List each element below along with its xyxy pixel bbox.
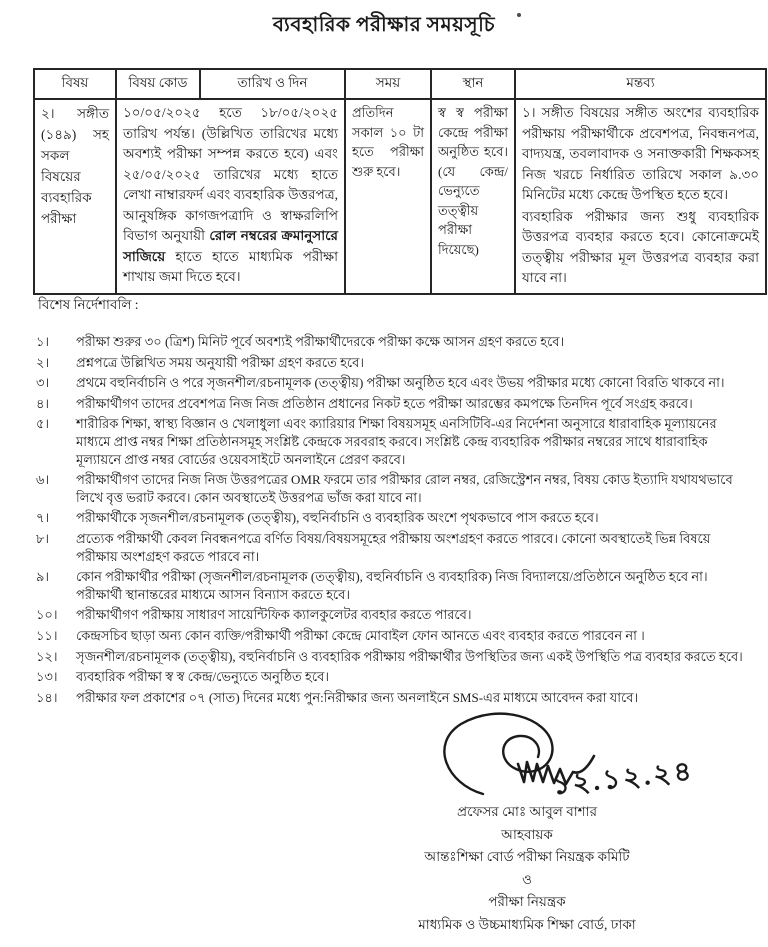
signatory-org-1: আন্তঃশিক্ষা বোর্ড পরীক্ষা নিয়ন্ত্রক কমিটি	[424, 849, 630, 864]
handwritten-date: ১২.১২.২৪	[550, 755, 696, 801]
item-text: কোন পরীক্ষার্থীর পরীক্ষা (সৃজনশীল/রচনামূলক (তত্ত্বীয়), বহুনির্বাচনি ও ব্যবহারিক) নিজ বিদ্যালয়ে/প্রতিষ্ঠানে অনুষ্ঠিত হবে না। পরীক্ষার্থী স্থানান্তরের মাধ্যমে আসন বিন্যাস করতে হবে।	[76, 569, 708, 602]
remarks-paragraph-1: ১। সঙ্গীত বিষয়ের সঙ্গীত অংশের ব্যবহারিক পরীক্ষায় পরীক্ষার্থীকে প্রবেশপত্র, নিবন্ধনপত্র, বাদ্যযন্ত্র, তবলাবাদক ও সনাক্তকারী শিক্ষকসহ নিজ খরচে নির্ধারিত তারিখে সকাল ৯.৩০ মিনিটের মধ্যে কেন্দ্রে উপস্থিত হতে হবে।	[522, 105, 759, 202]
instruction-item-1	[36, 333, 748, 351]
instruction-item-7	[36, 509, 748, 527]
instruction-item-9	[36, 568, 748, 603]
date-text-bold: রোল নম্বরের ক্রমানুসারে সাজিয়ে	[123, 228, 338, 264]
header-date-day: তারিখ ও দিন	[200, 69, 345, 99]
item-number: ৭।	[36, 510, 50, 526]
item-number: ১।	[36, 334, 50, 349]
item-number: ৯।	[36, 569, 50, 585]
table-row	[34, 99, 766, 294]
table-header-row	[34, 69, 766, 99]
item-text: ব্যবহারিক পরীক্ষা স্ব স্ব কেন্দ্র/ভেন্যুতে অনুষ্ঠিত হবে।	[76, 669, 329, 685]
signatory-conjunction: ও	[522, 871, 532, 887]
item-text: পরীক্ষার্থীগণ তাদের প্রবেশপত্র নিজ নিজ প্রতিষ্ঠান প্রধানের নিকট হতে পরীক্ষা আরম্ভের কমপক্ষে তিনদিন পূর্বে সংগ্রহ করবে।	[76, 395, 693, 411]
item-number: ৩।	[36, 375, 50, 391]
item-text: পরীক্ষার্থীগণ তাদের নিজ নিজ উত্তরপত্রের OMR ফরমে তার পরীক্ষার রোল নম্বর, রেজিস্ট্রেশন নম্বর, বিষয় কোড ইত্যাদি যথাযথভাবে লিখে বৃত্ত ভরাট করবে। কোন অবস্থাতেই উত্তরপত্র ভাঁজ করা যাবে না।	[76, 472, 733, 505]
item-text: শারীরিক শিক্ষা, স্বাস্থ্য বিজ্ঞান ও খেলাধুলা এবং ক্যারিয়ার শিক্ষা বিষয়সমূহ এনসিটিবি-এর নির্দেশনা অনুসারে ধারাবাহিক মূল্যায়নের মাধ্যমে প্রাপ্ত নম্বর শিক্ষা প্রতিষ্ঠানসমূহ সংশ্লিষ্ট কেন্দ্রকে সরবরাহ করবে। সংশ্লিষ্ট কেন্দ্র ব্যবহারিক পরীক্ষার নম্বরের সাথে ধারাবাহিক মূল্যায়নে প্রাপ্ত নম্বর বোর্ডের ওয়েবসাইটে অনলাইনে প্রেরণ করবে।	[76, 416, 717, 467]
page-title: ব্যবহারিক পরীক্ষার সময়সূচি	[272, 14, 496, 36]
instruction-item-3	[36, 374, 748, 392]
header-subject: বিষয়	[34, 69, 116, 99]
exam-schedule-table	[33, 68, 767, 295]
header-remarks: মন্তব্য	[515, 69, 766, 99]
item-text: পরীক্ষার ফল প্রকাশের ০৭ (সাত) দিনের মধ্যে পুন:নিরীক্ষার জন্য অনলাইনে SMS-এর মাধ্যমে আবেদন করা যাবে।	[76, 689, 639, 705]
date-text-pre: ১০/০৫/২০২৫ হতে ১৮/০৫/২০২৫ তারিখ পর্যন্ত। (উল্লিখিত তারিখের মধ্যে অবশ্যই পরীক্ষা সম্পন্ন করতে হবে) এবং ২৫/০৫/২০২৫ তারিখের মধ্যে হাতে লেখা নাম্বারফর্দ এবং ব্যবহারিক উত্তরপত্র, আনুষঙ্গিক কাগজপত্রাদি ও স্বাক্ষরলিপি বিভাগ অনুযায়ী	[123, 105, 338, 243]
signatory-name: প্রফেসর মোঃ আবুল বাশার	[457, 804, 597, 819]
signatory-org-2: মাধ্যমিক ও উচ্চমাধ্যমিক শিক্ষা বোর্ড, ঢাকা	[418, 916, 636, 932]
instruction-item-6	[36, 471, 748, 506]
item-text: পরীক্ষা শুরুর ৩০ (ত্রিশ) মিনিট পূর্বে অবশ্যই পরীক্ষার্থীদেরকে পরীক্ষা কক্ষে আসন গ্রহণ করতে হবে।	[76, 334, 565, 349]
instruction-item-4	[36, 395, 748, 413]
item-number: ৪।	[36, 395, 50, 411]
item-number: ১০।	[36, 607, 58, 623]
instruction-item-14	[36, 689, 748, 707]
item-number: ২।	[36, 354, 50, 370]
instruction-item-5	[36, 415, 748, 468]
instruction-item-12	[36, 648, 748, 666]
instructions-heading: বিশেষ নির্দেশাবলি :	[38, 297, 139, 312]
item-text: পরীক্ষার্থীগণ পরীক্ষায় সাধারণ সায়েন্টিফিক ক্যালকুলেটর ব্যবহার করতে পারবে।	[76, 607, 472, 623]
cell-remarks	[515, 99, 766, 294]
header-place: স্থান	[431, 69, 515, 99]
cell-time: প্রতিদিন সকাল ১০ টা হতে পরীক্ষা শুরু হবে।	[345, 99, 431, 294]
item-text: প্রশ্নপত্রে উল্লিখিত সময় অনুযায়ী পরীক্ষা গ্রহণ করতে হবে।	[76, 354, 365, 370]
item-text: প্রথমে বহুনির্বাচনি ও পরে সৃজনশীল/রচনামূলক (তত্ত্বীয়) পরীক্ষা অনুষ্ঠিত হবে এবং উভয় পরীক্ষার মধ্যে কোনো বিরতি থাকবে না।	[76, 375, 725, 391]
item-number: ৬।	[36, 472, 50, 488]
signatory-block	[327, 801, 727, 936]
signatory-role-1: আহবায়ক	[501, 826, 553, 842]
item-text: পরীক্ষার্থীকে সৃজনশীল/রচনামূলক (তত্ত্বীয়), বহুনির্বাচনি ও ব্যবহারিক অংশে পৃথকভাবে পাস করতে হবে।	[76, 510, 599, 526]
item-number: ১২।	[36, 648, 58, 664]
item-number: ৫।	[36, 416, 50, 432]
item-number: ১৪।	[36, 689, 58, 705]
item-text: প্রত্যেক পরীক্ষার্থী কেবল নিবন্ধনপত্রে বর্ণিত বিষয়/বিষয়সমূহের পরীক্ষায় অংশগ্রহণ করতে পারবে। কোনো অবস্থাতেই ভিন্ন বিষয়ে পরীক্ষায় অংশগ্রহণ করতে পারবে না।	[76, 530, 711, 564]
header-time: সময়	[345, 69, 431, 99]
cell-place: স্ব স্ব পরীক্ষা কেন্দ্রে পরীক্ষা অনুষ্ঠিত হবে। (যে কেন্দ্র/ভেন্যুতে তত্ত্বীয় পরীক্ষা দিয়েছে)	[431, 99, 515, 294]
instruction-item-8	[36, 530, 748, 565]
remarks-paragraph-2: ব্যবহারিক পরীক্ষার জন্য শুধু ব্যবহারিক উত্তরপত্র ব্যবহার করতে হবে। কোনোক্রমেই তত্ত্বীয় পরীক্ষার মূল উত্তরপত্র ব্যবহার করা যাবে না।	[522, 208, 759, 285]
item-number: ১৩।	[36, 669, 58, 685]
header-subject-code: বিষয় কোড	[116, 69, 200, 99]
instruction-item-10	[36, 606, 748, 624]
instruction-item-11	[36, 627, 748, 645]
cell-subject: ২। সঙ্গীত (১৪৯) সহ সকল বিষয়ের ব্যবহারিক পরীক্ষা	[34, 99, 116, 294]
item-text: কেন্দ্রসচিব ছাড়া অন্য কোন ব্যক্তি/পরীক্ষার্থী পরীক্ষা কেন্দ্রে মোবাইল ফোন আনতে এবং ব্যবহার করতে পারবেন না ।	[76, 627, 645, 643]
item-text: সৃজনশীল/রচনামূলক (তত্ত্বীয়), বহুনির্বাচনি ও ব্যবহারিক পরীক্ষায় পরীক্ষার্থীর উপস্থিতির জন্য একই উপস্থিতি পত্র ব্যবহার করতে হবে।	[76, 648, 743, 664]
date-text-post: হাতে হাতে মাধ্যমিক পরীক্ষা শাখায় জমা দিতে হবে।	[123, 248, 338, 284]
instructions-list	[36, 333, 748, 709]
item-number: ৮।	[36, 530, 50, 546]
instruction-item-2	[36, 354, 748, 372]
instruction-item-13	[36, 668, 748, 686]
cell-date-day	[116, 99, 345, 294]
scan-speck	[517, 13, 521, 17]
signatory-role-2: পরীক্ষা নিয়ন্ত্রক	[488, 894, 566, 909]
item-number: ১১।	[36, 627, 58, 643]
